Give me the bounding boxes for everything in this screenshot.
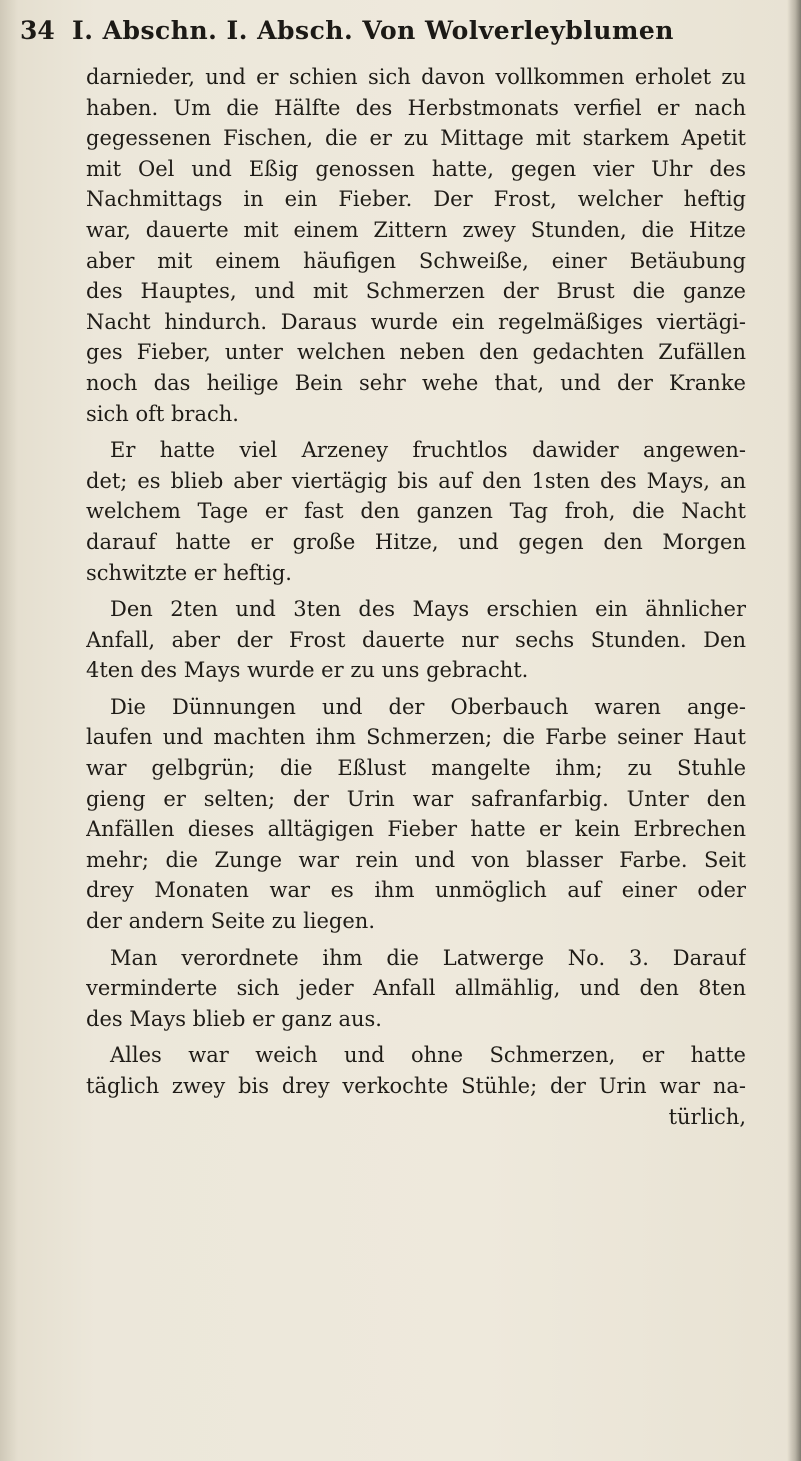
text-line: ges Fieber, unter welchen neben den gedachten Zufällen: [86, 340, 746, 365]
text-line: det; es blieb aber viertägig bis auf den 1sten des Mays, an: [86, 468, 746, 493]
text-line: sich oft brach.: [86, 401, 239, 426]
text-line: laufen und machten ihm Schmerzen; die Farbe seiner Haut: [86, 725, 746, 750]
text-line: Man verordnete ihm die Latwerge No. 3. Darauf: [110, 945, 746, 970]
text-line: drey Monaten war es ihm unmöglich auf einer oder: [86, 878, 746, 903]
text-line: Die Dünnungen und der Oberbauch waren ange-: [110, 694, 746, 719]
text-line: war gelbgrün; die Eßlust mangelte ihm; zu Stuhle: [86, 756, 746, 781]
text-line: aber mit einem häufigen Schweiße, einer Betäubung: [86, 248, 746, 273]
page-edge-shadow: [787, 0, 801, 1461]
text-line: gieng er selten; der Urin war safranfarbig. Unter den: [86, 786, 746, 811]
paragraph: [86, 435, 746, 588]
paragraph: [86, 943, 746, 1035]
text-line: darauf hatte er große Hitze, und gegen den Morgen: [86, 529, 746, 554]
page-header: [20, 12, 785, 52]
text-line: Alles war weich und ohne Schmerzen, er hatte: [110, 1043, 746, 1068]
text-line: verminderte sich jeder Anfall allmählig, und den 8ten: [86, 976, 746, 1001]
running-head: I. Abschn. I. Absch. Von Wolverleyblumen: [72, 16, 674, 45]
text-line: war, dauerte mit einem Zittern zwey Stunden, die Hitze: [86, 217, 746, 242]
paragraph: [86, 1040, 746, 1101]
catchword: türlich,: [668, 1104, 746, 1129]
text-line: Nacht hindurch. Daraus wurde ein regelmäßiges viertägi-: [86, 309, 746, 334]
text-line: Anfall, aber der Frost dauerte nur sechs Stunden. Den: [86, 627, 746, 652]
page-gutter-shadow: [0, 0, 18, 1461]
text-line: der andern Seite zu liegen.: [86, 909, 376, 934]
text-line: Den 2ten und 3ten des Mays erschien ein ähnlicher: [110, 597, 746, 622]
text-line: des Hauptes, und mit Schmerzen der Brust die ganze: [86, 279, 746, 304]
text-line: welchem Tage er fast den ganzen Tag froh, die Nacht: [86, 499, 746, 524]
page-number: 34: [20, 16, 55, 45]
text-line: 4ten des Mays wurde er zu uns gebracht.: [86, 658, 529, 683]
paragraph: [86, 62, 746, 429]
text-line: mehr; die Zunge war rein und von blasser Farbe. Seit: [86, 847, 746, 872]
text-line: schwitzte er heftig.: [86, 560, 292, 585]
text-line: des Mays blieb er ganz aus.: [86, 1006, 382, 1031]
paragraph: [86, 692, 746, 937]
text-line: darnieder, und er schien sich davon vollkommen erholet zu: [86, 65, 746, 89]
paragraph: [86, 594, 746, 686]
text-line: haben. Um die Hälfte des Herbstmonats verfiel er nach: [86, 95, 746, 120]
text-line: noch das heilige Bein sehr wehe that, und der Kranke: [86, 370, 746, 395]
text-line: Nachmittags in ein Fieber. Der Frost, welcher heftig: [86, 187, 746, 212]
text-line: mit Oel und Eßig genossen hatte, gegen vier Uhr des: [86, 156, 746, 181]
body-text: [86, 62, 746, 1132]
text-line: gegessenen Fischen, die er zu Mittage mit starkem Apetit: [86, 126, 746, 151]
text-line: täglich zwey bis drey verkochte Stühle; der Urin war na-: [86, 1074, 746, 1098]
text-line: Anfällen dieses alltägigen Fieber hatte er kein Erbrechen: [86, 817, 746, 842]
text-line: Er hatte viel Arzeney fruchtlos dawider angewen-: [110, 438, 746, 463]
